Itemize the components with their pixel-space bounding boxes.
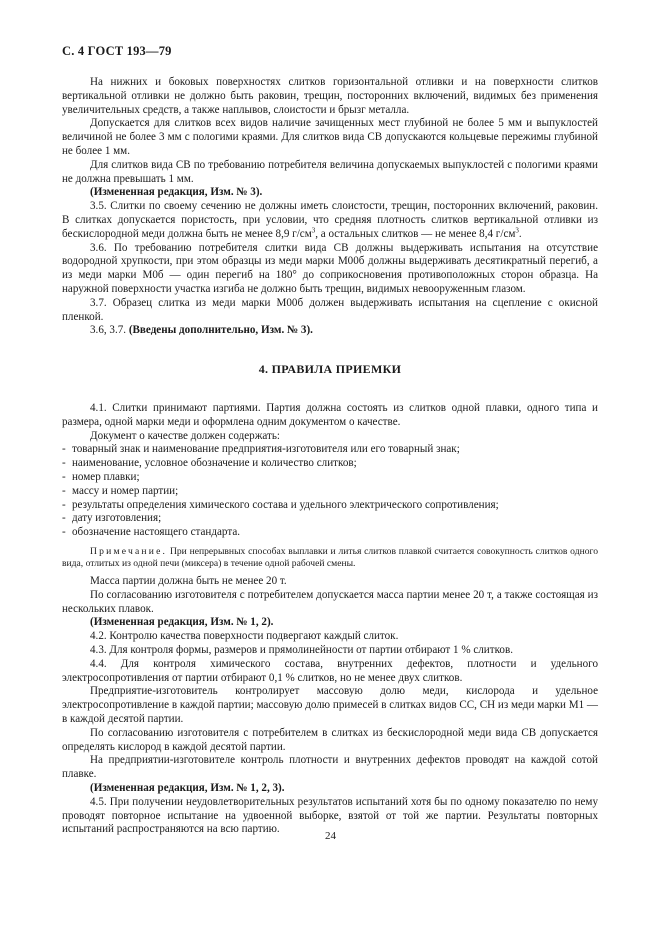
paragraph-batch-agreement: По согласованию изготовителя с потребителем допускается масса партии менее 20 т, а также состоящая из нескольких плавок. xyxy=(62,588,598,615)
paragraph-allowed-defects: Допускается для слитков всех видов наличие зачищенных мест глубиной не более 5 мм и выпуклостей величиной не более 3 мм с пологими краями. Для слитков вида СВ допускаются кольцевые пережимы глубиной не более 1 мм. xyxy=(62,117,598,157)
edit-note-1-2: (Измененная редакция, Изм. № 1, 2). xyxy=(90,616,274,629)
edit-note-3: (Измененная редакция, Изм. № 3). xyxy=(90,186,263,199)
paragraph-3-5 xyxy=(62,200,598,241)
list-item: - результаты определения химического состава и удельного электрического сопротивления; xyxy=(62,499,598,513)
paragraph-oxygen: По согласованию изготовителя с потребителем в слитках из бескислородной меди вида СВ допускается определять кислород в каждой десятой партии. xyxy=(62,726,598,753)
introduced-note-text: (Введены дополнительно, Изм. № 3). xyxy=(128,324,313,337)
paragraph-3-5-end: . xyxy=(518,227,522,240)
list-item: - товарный знак и наименование предприятия-изготовителя или его товарный знак; xyxy=(62,443,598,457)
note-label: Примечание. xyxy=(90,545,168,557)
section-title: 4. ПРАВИЛА ПРИЕМКИ xyxy=(258,362,402,377)
document-contents-list xyxy=(62,443,598,540)
paragraph-4-4: 4.4. Для контроля химического состава, внутренних дефектов, плотности и удельного электросопротивления от партии отбирают 0,1 % слитков, но не менее двух слитков. xyxy=(62,657,598,684)
paragraph-4-3: 4.3. Для контроля формы, размеров и прямолинейности от партии отбирают 1 % слитков. xyxy=(90,644,513,657)
superscript-3: 3 xyxy=(311,226,316,235)
paragraph-3-6: 3.6. По требованию потребителя слитки вида СВ должны выдерживать испытания на отсутствие водородной хрупкости, при этом образцы из меди марки М00б должны выдерживать десятикратный перегиб, а из меди марки М0б — один перегиб на 180° до соприкосновения противоположных сторон образца. На наружной поверхности участка изгиба не должно быть трещин, видимых невооруженным глазом. xyxy=(62,241,598,295)
paragraph-3-5-main: 3.5. Слитки по своему сечению не должны иметь слоистости, трещин, посторонних включений, раковин. В слитках допускается пористость, при условии, что средняя плотность слитков вертикальной отливки из бескислородной меди должна быть не менее 8,9 г/см xyxy=(62,200,598,240)
page-header: С. 4 ГОСТ 193—79 xyxy=(62,44,172,58)
paragraph-manufacturer-control: Предприятие-изготовитель контролирует массовую долю меди, кислорода и удельное электросопротивление в каждой партии; массовую долю примесей в слитках видов СС, СН из меди марки М1 — в каждой десятой партии. xyxy=(62,685,598,726)
page-content xyxy=(62,76,598,837)
paragraph-4-2: 4.2. Контролю качества поверхности подвергают каждый слиток. xyxy=(90,630,399,643)
note xyxy=(62,546,598,569)
document-contents-intro: Документ о качестве должен содержать: xyxy=(90,429,280,442)
introduced-note xyxy=(62,324,598,338)
paragraph-4-5: 4.5. При получении неудовлетворительных результатов испытаний хотя бы по одному показателю по нему проводят повторное испытание на удвоенной выборке, взятой от той же партии. Результаты повторных испытаний распространяются на всю партию. xyxy=(62,795,598,836)
introduced-note-num: 3.6, 3.7. xyxy=(90,324,129,337)
paragraph-surface-defects: На нижних и боковых поверхностях слитков горизонтальной отливки и на поверхности слитков вертикальной отливки не должно быть раковин, трещин, посторонних включений, видимых без применения увеличительных средств, а также наплывов, слоистости и брызг металла. xyxy=(62,76,598,116)
paragraph-batch-mass: Масса партии должна быть не менее 20 т. xyxy=(90,575,287,588)
paragraph-density: На предприятии-изготовителе контроль плотности и внутренних дефектов проводят на каждой сотой плавке. xyxy=(62,754,598,781)
list-item: - номер плавки; xyxy=(62,471,598,485)
paragraph-sv-requirement: Для слитков вида СВ по требованию потребителя величина допускаемых выпуклостей с пологими краями не должна превышать 1 мм. xyxy=(62,158,598,185)
list-item: - дату изготовления; xyxy=(62,512,598,526)
note-text: При непрерывных способах выплавки и литья слитков плавкой считается совокупность слитков одного вида, отлитых из одной печи (миксера) в течение одной рабочей смены. xyxy=(62,545,598,569)
paragraph-4-1: 4.1. Слитки принимают партиями. Партия должна состоять из слитков одной плавки, одного типа и размера, одной марки меди и оформлена одним документом о качестве. xyxy=(62,401,598,428)
list-item: - массу и номер партии; xyxy=(62,485,598,499)
superscript-3: 3 xyxy=(515,226,519,235)
page-number: 24 xyxy=(325,830,336,842)
list-item: - наименование, условное обозначение и количество слитков; xyxy=(62,457,598,471)
paragraph-3-7: 3.7. Образец слитка из меди марки М00б должен выдерживать испытания на сцепление с окисной пленкой. xyxy=(62,296,598,323)
edit-note-1-2-3: (Измененная редакция, Изм. № 1, 2, 3). xyxy=(90,782,285,795)
list-item: - обозначение настоящего стандарта. xyxy=(62,526,598,540)
paragraph-3-5-mid: , а остальных слитков — не менее 8,4 г/см xyxy=(315,227,516,240)
